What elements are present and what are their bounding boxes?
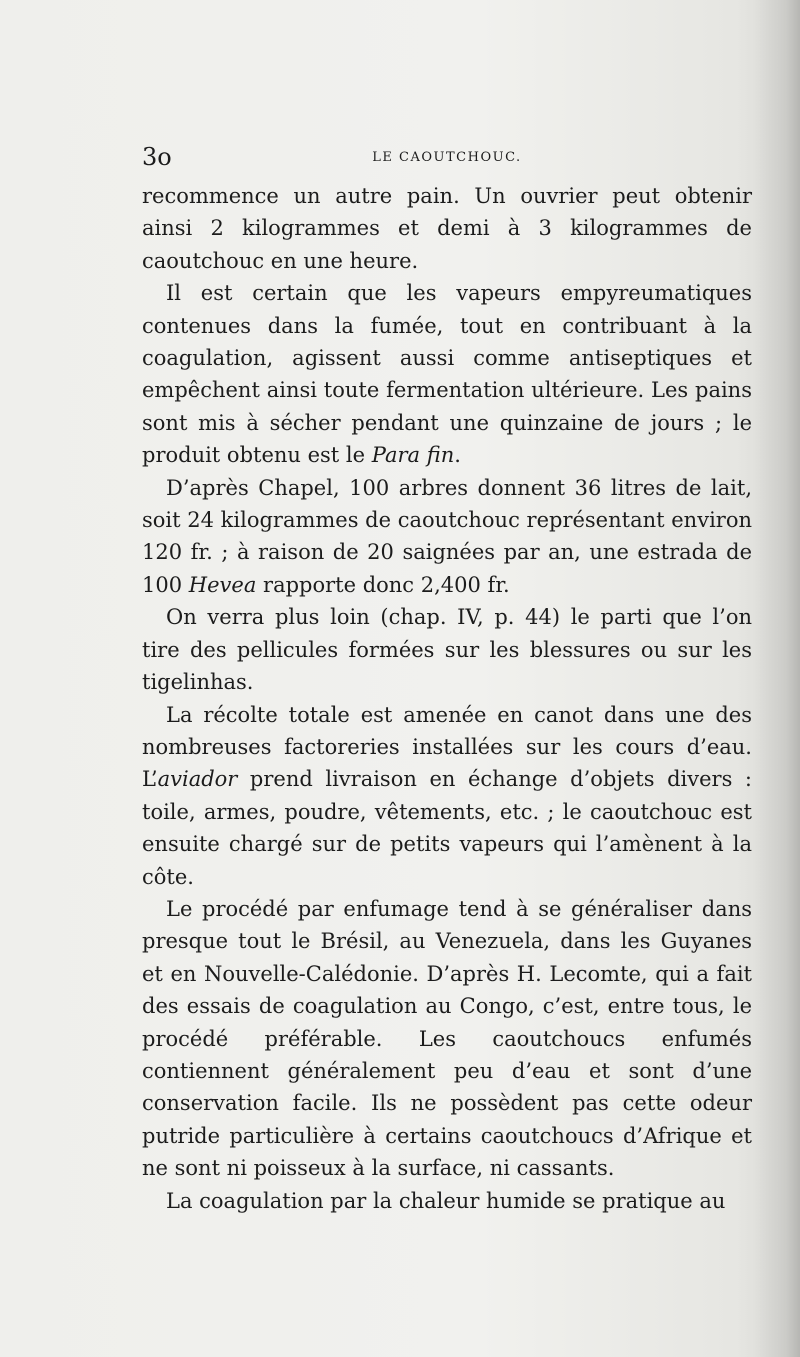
paragraph-7 bbox=[142, 1185, 752, 1217]
paragraph-2-text: Il est certain que les vapeurs empyreumatiques contenues dans la fumée, tout en contribuant à la coagulation, agissent aussi comme antiseptiques et empêchent ainsi toute fermentation ultérieure. Les pains sont mis à sécher pendant une quinzaine de jours ; le produit obtenu est le bbox=[142, 281, 752, 468]
paragraph-1 bbox=[142, 180, 752, 277]
paragraph-2 bbox=[142, 277, 752, 471]
paragraph-3 bbox=[142, 472, 752, 602]
paragraph-7-text: La coagulation par la chaleur humide se pratique au bbox=[166, 1188, 726, 1213]
paragraph-2-end: . bbox=[454, 443, 461, 468]
paragraph-4 bbox=[142, 601, 752, 698]
paragraph-6-text: Le procédé par enfumage tend à se généraliser dans presque tout le Brésil, au Venezuela, dans les Guyanes et en Nouvelle-Calédonie. D’après H. Lecomte, qui a fait des essais de coagulation au Congo, c’est, entre tous, le procédé préférable. Les caoutchoucs enfumés contiennent généralement peu d’eau et sont d’une conservation facile. Ils ne possèdent pas cette odeur putride particulière à certains caoutchoucs d’Afrique et ne sont ni poisseux à la surface, ni cassants. bbox=[142, 896, 752, 1181]
paragraph-3-end: rapporte donc 2,400 fr. bbox=[263, 572, 510, 597]
paragraph-2-italic: Para fin bbox=[371, 443, 455, 468]
running-title: LE CAOUTCHOUC. bbox=[372, 150, 522, 165]
paragraph-5-end: prend livraison en échange d’objets divers : toile, armes, poudre, vêtements, etc. ; le caoutchouc est ensuite chargé sur de petits vapeurs qui l’amènent à la côte. bbox=[142, 767, 752, 889]
page-header bbox=[142, 140, 752, 174]
paragraph-5-italic: aviador bbox=[157, 767, 238, 792]
paragraph-5 bbox=[142, 699, 752, 893]
page-edge-shadow bbox=[754, 0, 800, 1357]
body-text bbox=[142, 180, 752, 1217]
paragraph-3-italic: Hevea bbox=[188, 572, 257, 597]
page-number: 3o bbox=[142, 143, 172, 171]
paragraph-4-text: On verra plus loin (chap. IV, p. 44) le parti que l’on tire des pellicules formées sur les blessures ou sur les tigelinhas. bbox=[142, 605, 752, 695]
paragraph-1-text: recommence un autre pain. Un ouvrier peut obtenir ainsi 2 kilogrammes et demi à 3 kilogrammes de caoutchouc en une heure. bbox=[142, 184, 752, 273]
paragraph-3-text: D’après Chapel, 100 arbres donnent 36 litres de lait, soit 24 kilogrammes de caoutchouc représentant environ 120 fr. ; à raison de 20 saignées par an, une estrada de 100 bbox=[142, 475, 752, 597]
paragraph-5-start: La récolte totale est amenée en canot dans une des nombreuses factoreries installées sur les cours d’eau. L’ bbox=[142, 702, 752, 792]
paragraph-6 bbox=[142, 893, 752, 1185]
